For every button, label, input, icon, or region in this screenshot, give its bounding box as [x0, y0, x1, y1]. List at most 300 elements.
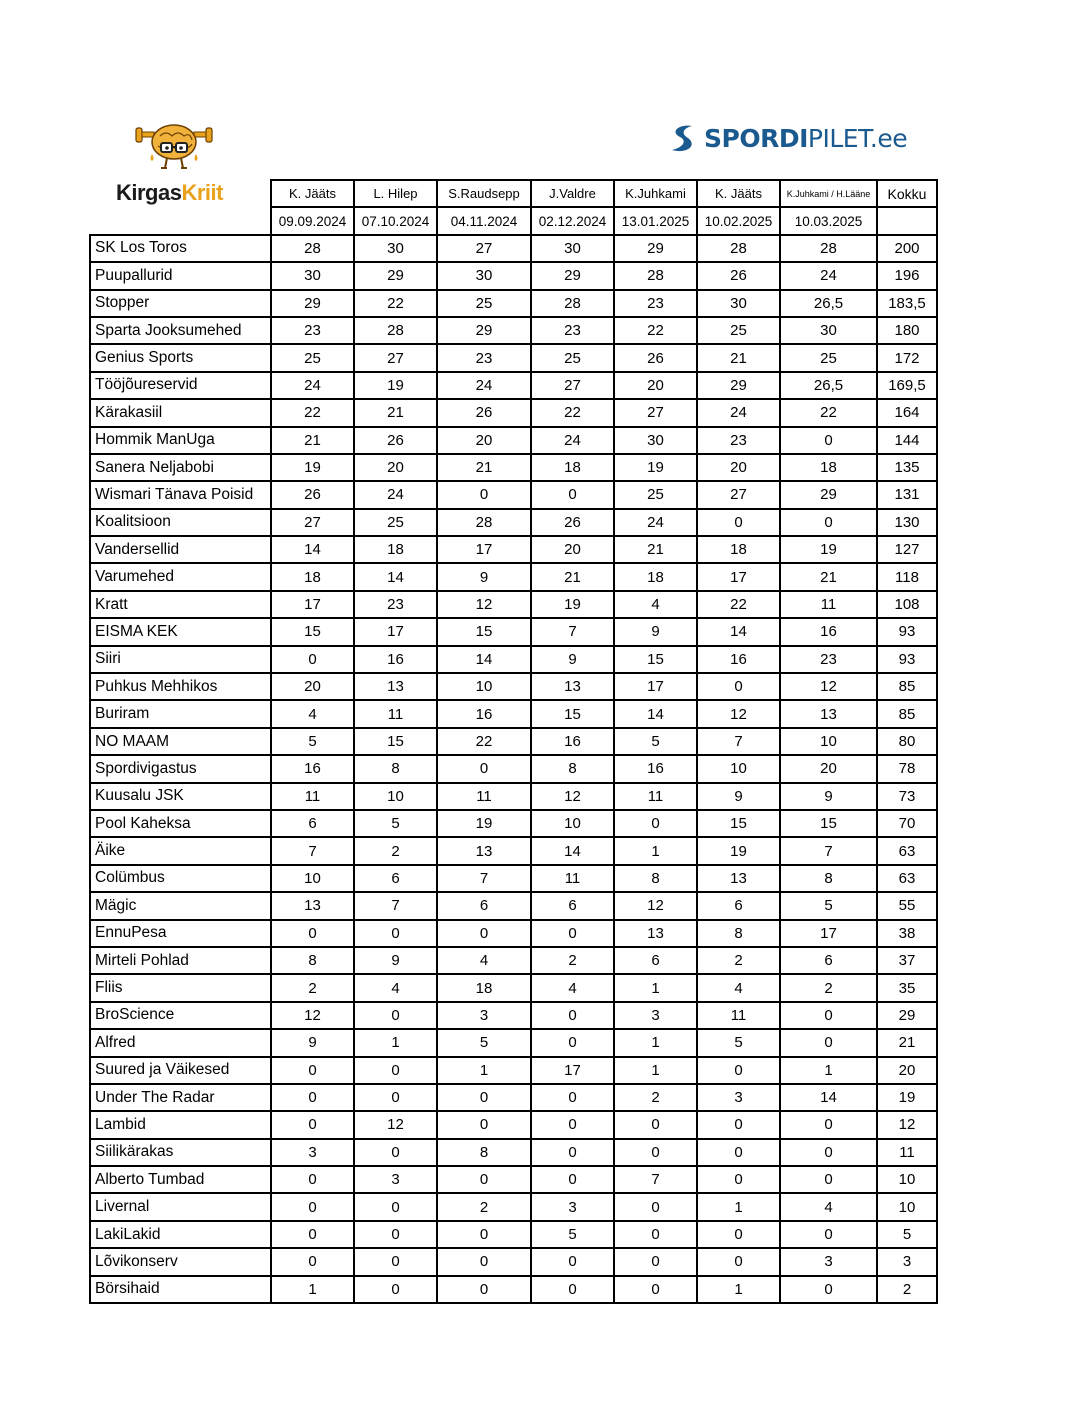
table-row: [90, 755, 937, 782]
total-cell: 183,5: [877, 290, 937, 317]
score-cell: 9: [614, 618, 697, 645]
score-cell: 26: [531, 509, 614, 536]
total-cell: 93: [877, 646, 937, 673]
score-cell: 27: [271, 509, 354, 536]
table-row: [90, 892, 937, 919]
date-header: 09.09.2024: [271, 207, 354, 234]
team-name-cell: Kuusalu JSK: [90, 783, 271, 810]
score-cell: 0: [354, 1139, 437, 1166]
total-cell: 85: [877, 673, 937, 700]
table-row: [90, 454, 937, 481]
host-header: K. Jääts: [271, 180, 354, 207]
host-header: K.Juhkami: [614, 180, 697, 207]
score-cell: 3: [531, 1193, 614, 1220]
score-cell: 3: [437, 1002, 531, 1029]
score-cell: 21: [780, 563, 877, 590]
score-cell: 9: [354, 947, 437, 974]
score-cell: 29: [271, 290, 354, 317]
score-cell: 0: [531, 1248, 614, 1275]
score-cell: 22: [780, 399, 877, 426]
score-cell: 28: [780, 235, 877, 262]
score-cell: 20: [780, 755, 877, 782]
score-cell: 6: [697, 892, 780, 919]
total-cell: 196: [877, 262, 937, 289]
score-cell: 0: [780, 509, 877, 536]
score-cell: 0: [437, 1276, 531, 1303]
score-cell: 29: [614, 235, 697, 262]
score-cell: 6: [437, 892, 531, 919]
score-cell: 25: [697, 317, 780, 344]
score-cell: 24: [354, 481, 437, 508]
team-name-cell: Puhkus Mehhikos: [90, 673, 271, 700]
score-cell: 28: [354, 317, 437, 344]
score-cell: 1: [697, 1276, 780, 1303]
score-cell: 0: [697, 673, 780, 700]
score-cell: 13: [531, 673, 614, 700]
team-name-cell: Puupallurid: [90, 262, 271, 289]
score-cell: 30: [614, 427, 697, 454]
table-row: [90, 837, 937, 864]
score-cell: 5: [697, 1029, 780, 1056]
score-cell: 0: [354, 1002, 437, 1029]
score-cell: 7: [437, 865, 531, 892]
host-row: [90, 180, 937, 207]
score-cell: 19: [354, 372, 437, 399]
table-row: [90, 1057, 937, 1084]
table-row: [90, 509, 937, 536]
score-cell: 0: [271, 1057, 354, 1084]
score-cell: 9: [697, 783, 780, 810]
score-cell: 0: [271, 1166, 354, 1193]
score-cell: 17: [614, 673, 697, 700]
score-cell: 28: [271, 235, 354, 262]
score-cell: 23: [271, 317, 354, 344]
score-cell: 25: [531, 344, 614, 371]
table-row: [90, 290, 937, 317]
score-cell: 1: [437, 1057, 531, 1084]
total-cell: 2: [877, 1276, 937, 1303]
table-row: [90, 865, 937, 892]
score-cell: 25: [614, 481, 697, 508]
team-name-cell: Koalitsioon: [90, 509, 271, 536]
score-cell: 29: [531, 262, 614, 289]
score-cell: 20: [614, 372, 697, 399]
score-cell: 24: [531, 427, 614, 454]
score-cell: 24: [780, 262, 877, 289]
score-cell: 23: [697, 427, 780, 454]
team-name-cell: Alberto Tumbad: [90, 1166, 271, 1193]
score-cell: 0: [531, 920, 614, 947]
team-name-cell: EnnuPesa: [90, 920, 271, 947]
table-row: [90, 399, 937, 426]
score-cell: 13: [437, 837, 531, 864]
team-name-cell: NO MAAM: [90, 728, 271, 755]
team-name-cell: Kärakasiil: [90, 399, 271, 426]
total-cell: 12: [877, 1111, 937, 1138]
score-cell: 14: [354, 563, 437, 590]
score-cell: 0: [531, 481, 614, 508]
table-row: [90, 920, 937, 947]
score-cell: 3: [271, 1139, 354, 1166]
score-cell: 0: [437, 1248, 531, 1275]
total-cell: 29: [877, 1002, 937, 1029]
team-name-cell: Fliis: [90, 974, 271, 1001]
score-cell: 28: [437, 509, 531, 536]
score-cell: 0: [780, 1139, 877, 1166]
score-cell: 18: [531, 454, 614, 481]
date-header: 10.02.2025: [697, 207, 780, 234]
score-cell: 18: [697, 536, 780, 563]
team-name-cell: EISMA KEK: [90, 618, 271, 645]
score-cell: 2: [531, 947, 614, 974]
total-cell: 19: [877, 1084, 937, 1111]
score-cell: 6: [531, 892, 614, 919]
score-cell: 24: [437, 372, 531, 399]
team-name-cell: BroScience: [90, 1002, 271, 1029]
score-cell: 9: [271, 1029, 354, 1056]
score-cell: 2: [271, 974, 354, 1001]
team-name-cell: Livernal: [90, 1193, 271, 1220]
header-blank-corner: [90, 180, 271, 235]
score-cell: 11: [614, 783, 697, 810]
team-name-cell: Tööjõureservid: [90, 372, 271, 399]
score-cell: 0: [697, 1111, 780, 1138]
score-cell: 3: [614, 1002, 697, 1029]
score-cell: 30: [780, 317, 877, 344]
score-cell: 27: [354, 344, 437, 371]
score-cell: 28: [697, 235, 780, 262]
team-name-cell: Varumehed: [90, 563, 271, 590]
score-cell: 8: [531, 755, 614, 782]
team-name-cell: Vandersellid: [90, 536, 271, 563]
host-header: K.Juhkami / H.Lääne: [780, 180, 877, 207]
total-cell: 169,5: [877, 372, 937, 399]
table-row: [90, 1166, 937, 1193]
score-cell: 2: [697, 947, 780, 974]
score-cell: 30: [531, 235, 614, 262]
score-cell: 23: [437, 344, 531, 371]
score-cell: 0: [780, 1029, 877, 1056]
score-cell: 4: [531, 974, 614, 1001]
score-cell: 4: [697, 974, 780, 1001]
score-cell: 7: [354, 892, 437, 919]
table-row: [90, 591, 937, 618]
score-cell: 12: [780, 673, 877, 700]
score-cell: 10: [271, 865, 354, 892]
table-row: [90, 646, 937, 673]
score-cell: 9: [437, 563, 531, 590]
total-cell: 200: [877, 235, 937, 262]
score-cell: 11: [780, 591, 877, 618]
team-name-cell: Genius Sports: [90, 344, 271, 371]
table-row: [90, 372, 937, 399]
score-cell: 4: [354, 974, 437, 1001]
score-cell: 20: [531, 536, 614, 563]
spordipilet-logo: SPORDI PILET.ee: [668, 120, 907, 156]
score-cell: 22: [614, 317, 697, 344]
team-name-cell: Wismari Tänava Poisid: [90, 481, 271, 508]
score-cell: 26,5: [780, 372, 877, 399]
score-cell: 0: [437, 1166, 531, 1193]
score-cell: 25: [780, 344, 877, 371]
score-cell: 0: [697, 509, 780, 536]
score-cell: 19: [437, 810, 531, 837]
score-cell: 1: [614, 1057, 697, 1084]
table-row: [90, 563, 937, 590]
score-cell: 19: [780, 536, 877, 563]
team-name-cell: Lõvikonserv: [90, 1248, 271, 1275]
total-cell: 127: [877, 536, 937, 563]
score-cell: 16: [271, 755, 354, 782]
score-cell: 0: [354, 1084, 437, 1111]
score-cell: 1: [354, 1029, 437, 1056]
team-name-cell: Suured ja Väikesed: [90, 1057, 271, 1084]
team-name-cell: Hommik ManUga: [90, 427, 271, 454]
total-cell: 78: [877, 755, 937, 782]
score-cell: 10: [354, 783, 437, 810]
score-cell: 6: [354, 865, 437, 892]
table-row: [90, 1002, 937, 1029]
score-cell: 1: [614, 1029, 697, 1056]
total-cell: 70: [877, 810, 937, 837]
score-cell: 13: [614, 920, 697, 947]
score-cell: 5: [614, 728, 697, 755]
score-cell: 22: [697, 591, 780, 618]
score-cell: 27: [531, 372, 614, 399]
score-cell: 0: [697, 1221, 780, 1248]
score-cell: 0: [780, 1221, 877, 1248]
team-name-cell: Spordivigastus: [90, 755, 271, 782]
table-row: [90, 262, 937, 289]
score-cell: 0: [697, 1139, 780, 1166]
score-cell: 12: [614, 892, 697, 919]
score-cell: 14: [437, 646, 531, 673]
score-cell: 15: [780, 810, 877, 837]
score-cell: 25: [354, 509, 437, 536]
score-cell: 22: [271, 399, 354, 426]
table-row: [90, 728, 937, 755]
host-header: L. Hilep: [354, 180, 437, 207]
score-cell: 18: [437, 974, 531, 1001]
score-cell: 2: [354, 837, 437, 864]
score-cell: 0: [697, 1057, 780, 1084]
score-cell: 19: [271, 454, 354, 481]
table-row: [90, 618, 937, 645]
team-name-cell: Lambid: [90, 1111, 271, 1138]
score-cell: 9: [531, 646, 614, 673]
score-cell: 6: [614, 947, 697, 974]
score-cell: 5: [531, 1221, 614, 1248]
table-row: [90, 481, 937, 508]
score-cell: 0: [697, 1248, 780, 1275]
total-cell: 63: [877, 865, 937, 892]
total-cell: 180: [877, 317, 937, 344]
date-header: 10.03.2025: [780, 207, 877, 234]
score-cell: 1: [780, 1057, 877, 1084]
score-cell: 21: [531, 563, 614, 590]
score-cell: 27: [697, 481, 780, 508]
score-cell: 13: [697, 865, 780, 892]
score-cell: 18: [271, 563, 354, 590]
score-cell: 0: [614, 1139, 697, 1166]
score-cell: 0: [614, 810, 697, 837]
team-name-cell: Mirteli Pohlad: [90, 947, 271, 974]
score-cell: 22: [531, 399, 614, 426]
score-cell: 14: [697, 618, 780, 645]
score-cell: 30: [354, 235, 437, 262]
total-cell: 131: [877, 481, 937, 508]
table-row: [90, 1084, 937, 1111]
host-header: J.Valdre: [531, 180, 614, 207]
score-cell: 1: [614, 837, 697, 864]
total-cell: 63: [877, 837, 937, 864]
score-cell: 0: [354, 1057, 437, 1084]
score-cell: 16: [437, 700, 531, 727]
score-cell: 20: [354, 454, 437, 481]
score-cell: 0: [354, 1248, 437, 1275]
score-cell: 0: [271, 920, 354, 947]
score-cell: 16: [697, 646, 780, 673]
score-cell: 1: [271, 1276, 354, 1303]
table-row: [90, 947, 937, 974]
table-row: [90, 783, 937, 810]
table-row: [90, 974, 937, 1001]
score-cell: 11: [354, 700, 437, 727]
score-cell: 10: [437, 673, 531, 700]
table-row: [90, 1111, 937, 1138]
standings-table: [89, 179, 938, 1304]
table-row: [90, 1276, 937, 1303]
table-row: [90, 810, 937, 837]
team-name-cell: LakiLakid: [90, 1221, 271, 1248]
score-cell: 22: [354, 290, 437, 317]
score-cell: 15: [531, 700, 614, 727]
total-cell: 38: [877, 920, 937, 947]
score-cell: 0: [614, 1248, 697, 1275]
score-cell: 0: [437, 481, 531, 508]
score-cell: 15: [437, 618, 531, 645]
score-cell: 0: [780, 1166, 877, 1193]
total-cell: 135: [877, 454, 937, 481]
score-cell: 8: [354, 755, 437, 782]
team-name-cell: Äike: [90, 837, 271, 864]
score-cell: 0: [614, 1276, 697, 1303]
score-cell: 11: [271, 783, 354, 810]
score-cell: 20: [697, 454, 780, 481]
score-cell: 7: [531, 618, 614, 645]
score-cell: 12: [437, 591, 531, 618]
score-cell: 26: [437, 399, 531, 426]
kirgaskriit-wordmark: KirgasKriit: [116, 180, 223, 205]
score-cell: 24: [614, 509, 697, 536]
score-cell: 18: [614, 563, 697, 590]
score-cell: 0: [271, 1248, 354, 1275]
score-cell: 4: [614, 591, 697, 618]
score-cell: 21: [354, 399, 437, 426]
score-cell: 10: [697, 755, 780, 782]
score-cell: 0: [271, 1111, 354, 1138]
table-row: [90, 700, 937, 727]
total-cell: 10: [877, 1166, 937, 1193]
score-cell: 25: [271, 344, 354, 371]
total-cell: 164: [877, 399, 937, 426]
score-cell: 0: [531, 1276, 614, 1303]
score-cell: 23: [531, 317, 614, 344]
team-name-cell: Under The Radar: [90, 1084, 271, 1111]
total-cell: 10: [877, 1193, 937, 1220]
table-row: [90, 536, 937, 563]
score-cell: 14: [271, 536, 354, 563]
host-header: K. Jääts: [697, 180, 780, 207]
score-cell: 0: [437, 1221, 531, 1248]
score-cell: 0: [614, 1221, 697, 1248]
team-name-cell: Kratt: [90, 591, 271, 618]
score-cell: 0: [354, 1221, 437, 1248]
score-cell: 8: [437, 1139, 531, 1166]
score-cell: 15: [354, 728, 437, 755]
score-cell: 5: [437, 1029, 531, 1056]
score-cell: 7: [614, 1166, 697, 1193]
score-cell: 29: [780, 481, 877, 508]
standings-body: [90, 235, 937, 1303]
score-cell: 2: [614, 1084, 697, 1111]
score-cell: 5: [271, 728, 354, 755]
score-cell: 0: [780, 1276, 877, 1303]
score-cell: 0: [531, 1139, 614, 1166]
score-cell: 18: [354, 536, 437, 563]
score-cell: 30: [271, 262, 354, 289]
score-cell: 0: [531, 1084, 614, 1111]
score-cell: 16: [531, 728, 614, 755]
date-header: 04.11.2024: [437, 207, 531, 234]
table-row: [90, 1221, 937, 1248]
score-cell: 3: [697, 1084, 780, 1111]
total-cell: 85: [877, 700, 937, 727]
total-cell: 5: [877, 1221, 937, 1248]
score-cell: 29: [697, 372, 780, 399]
score-cell: 0: [271, 1084, 354, 1111]
score-cell: 29: [437, 317, 531, 344]
total-cell: 37: [877, 947, 937, 974]
team-name-cell: Siiri: [90, 646, 271, 673]
table-row: [90, 317, 937, 344]
score-cell: 15: [697, 810, 780, 837]
score-cell: 10: [531, 810, 614, 837]
table-row: [90, 427, 937, 454]
score-cell: 8: [614, 865, 697, 892]
score-cell: 24: [697, 399, 780, 426]
score-cell: 14: [780, 1084, 877, 1111]
score-cell: 17: [697, 563, 780, 590]
brain-dumbbell-icon: [134, 118, 214, 180]
score-cell: 8: [697, 920, 780, 947]
table-row: [90, 673, 937, 700]
score-cell: 6: [271, 810, 354, 837]
score-cell: 13: [780, 700, 877, 727]
score-cell: 16: [354, 646, 437, 673]
score-cell: 17: [780, 920, 877, 947]
table-row: [90, 1193, 937, 1220]
score-cell: 18: [780, 454, 877, 481]
score-cell: 16: [614, 755, 697, 782]
total-cell: 172: [877, 344, 937, 371]
score-cell: 1: [614, 974, 697, 1001]
score-cell: 2: [437, 1193, 531, 1220]
score-cell: 4: [271, 700, 354, 727]
team-name-cell: Stopper: [90, 290, 271, 317]
score-cell: 30: [437, 262, 531, 289]
total-cell: 21: [877, 1029, 937, 1056]
